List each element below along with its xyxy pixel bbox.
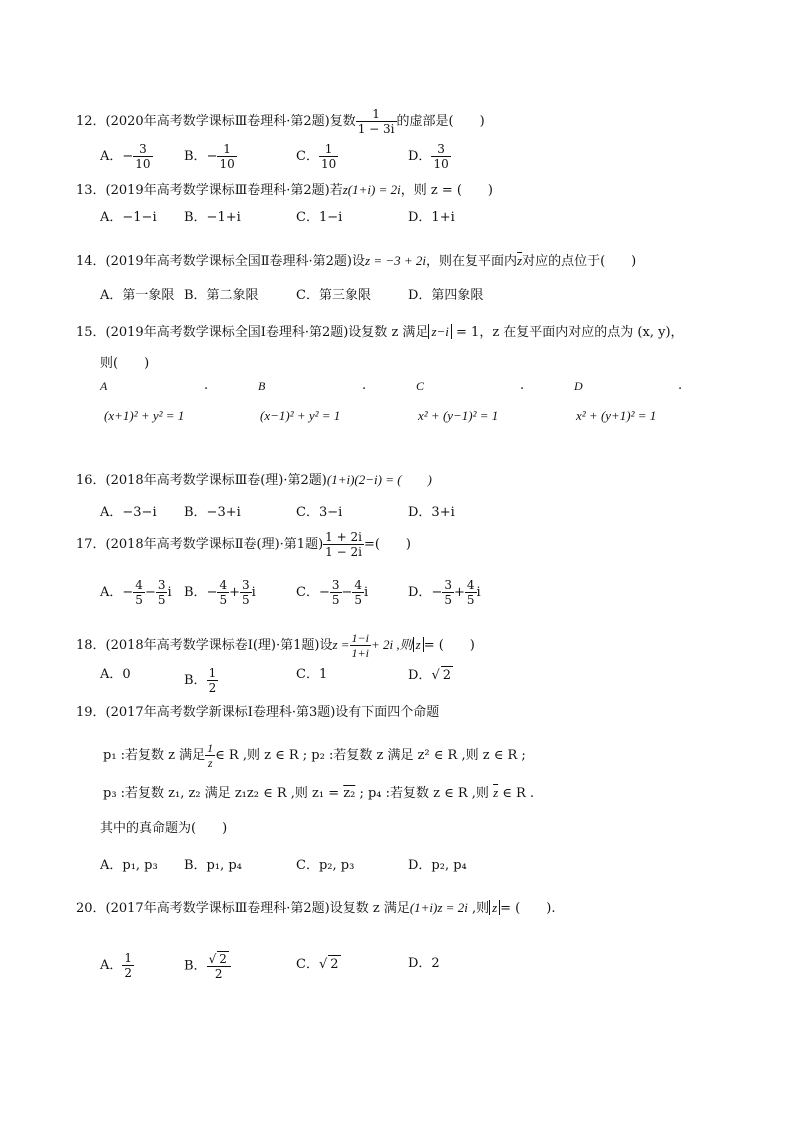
q18-option-d: D．√ 2 (408, 668, 452, 683)
q20-stem: 20．(2017年高考数学课标Ⅲ卷理科·第2题)设复数 z 满足(1+i)z = 2i ,则 z = ( ). (76, 900, 556, 916)
q12-option-a: A．− $\frac{3}{10}$ (100, 142, 151, 171)
q15-option-a: (x+1)² + y² = 1 (104, 408, 185, 423)
q15-option-d: x² + (y+1)² = 1 (576, 408, 657, 423)
q16-option-c: C．3−i (296, 505, 343, 520)
q19-option-c: C．p₂, p₃ (296, 858, 355, 873)
q17-option-c: C．− $\frac{3}{5}$ − $\frac{4}{5}$ i (296, 578, 369, 607)
q12-option-d: D． $\frac{3}{10}$ (408, 142, 449, 171)
q19-option-d: D．p₂, p₄ (408, 858, 467, 873)
q19-p3-p4: p₃ :若复数 z₁, z₂ 满足 z₁z₂ ∈ R ,则 z₁ = z₂ ; p₄ :若复数 z ∈ R ,则 $\overline{z}$ ∈ R . (103, 785, 535, 801)
q15-dot-c: . (520, 378, 525, 393)
q15-label-a: A (100, 379, 108, 393)
q19-option-b: B．p₁, p₄ (184, 858, 242, 873)
q12-fraction: $\frac{1}{1 - 3i}$ (357, 107, 395, 136)
q20-option-a: A． $\frac{1}{2}$ (100, 951, 133, 980)
q15-stem: 15．(2019年高考数学课标全国Ⅰ卷理科·第2题)设复数 z 满足 z−i = 1，z 在复平面内对应的点为 (x, y)， (76, 324, 684, 340)
q14-option-c: C．第三象限 (296, 288, 371, 303)
q19-option-a: A．p₁, p₃ (100, 858, 158, 873)
q20-option-c: C．√ 2 (296, 957, 339, 972)
q17-option-d: D．− $\frac{3}{5}$ + $\frac{4}{5}$ i (408, 578, 481, 607)
q16-option-b: B．−3+i (184, 505, 241, 520)
q14-option-a: A．第一象限 (100, 288, 175, 303)
q20-option-b: B． $\frac{√ 2}{2}$ (184, 951, 231, 981)
q13-option-b: B．−1+i (184, 210, 241, 225)
q14-stem: 14．(2019年高考数学课标全国Ⅱ卷理科·第2题)设z = −3 + 2i，则在复平面内$\overline{z}$对应的点位于( ) (76, 253, 637, 269)
q15-dot-a: . (204, 378, 209, 393)
q13-option-a: A．−1−i (100, 210, 157, 225)
q15-option-c: x² + (y−1)² = 1 (418, 408, 499, 423)
q19-line3: 其中的真命题为( ) (100, 821, 228, 836)
q15-dot-d: . (678, 378, 683, 393)
q18-option-c: C．1 (296, 667, 328, 682)
q16-option-a: A．−3−i (100, 505, 157, 520)
q17-stem: 17．(2018年高考数学课标Ⅱ卷(理)·第1题) $\frac{1 + 2i}{1 - 2i}$ =( ) (76, 530, 411, 559)
q16-option-d: D．3+i (408, 505, 455, 520)
q15-dot-b: . (362, 378, 367, 393)
q12-stem: 12．(2020年高考数学课标Ⅲ卷理科·第2题)复数 $\frac{1}{1 - 3i}$ 的虚部是( ) (76, 107, 485, 136)
q20-option-d: D．2 (408, 956, 440, 971)
q15-label-c: C (416, 379, 425, 393)
q16-stem: 16．(2018年高考数学课标Ⅲ卷(理)·第2题)(1+i)(2−i) = ( ) (76, 472, 432, 488)
q13-stem: 13．(2019年高考数学课标Ⅲ卷理科·第2题)若z(1+i) = 2i，则 z = ( ) (76, 182, 494, 198)
q13-option-c: C．1−i (296, 210, 343, 225)
q19-stem: 19．(2017年高考数学新课标Ⅰ卷理科·第3题)设有下面四个命题 (76, 705, 440, 720)
q14-option-b: B．第二象限 (184, 288, 259, 303)
q18-stem: 18．(2018年高考数学课标卷Ⅰ(理)·第1题)设z = $\frac{1-i}{1+i}$ + 2i ,则 z = ( ) (76, 631, 475, 660)
q18-option-b: B． $\frac{1}{2}$ (184, 666, 217, 695)
q17-option-a: A．− $\frac{4}{5}$ − $\frac{3}{5}$ i (100, 578, 172, 607)
q12-option-c: C． $\frac{1}{10}$ (296, 142, 337, 171)
q15-label-d: D (574, 379, 583, 393)
q17-option-b: B．− $\frac{4}{5}$ + $\frac{3}{5}$ i (184, 578, 256, 607)
q15-option-b: (x−1)² + y² = 1 (260, 408, 341, 423)
q15-stem-line2: 则( ) (100, 356, 150, 371)
q15-label-b: B (258, 379, 266, 393)
q12-option-b: B．− $\frac{1}{10}$ (184, 142, 235, 171)
q14-option-d: D．第四象限 (408, 288, 484, 303)
q13-option-d: D．1+i (408, 210, 455, 225)
q19-p1-p2: p₁ :若复数 z 满足 $\frac{1}{z}$ ∈ R ,则 z ∈ R ; p₂ :若复数 z 满足 z² ∈ R ,则 z ∈ R ; (103, 741, 526, 770)
q18-option-a: A．0 (100, 667, 131, 682)
